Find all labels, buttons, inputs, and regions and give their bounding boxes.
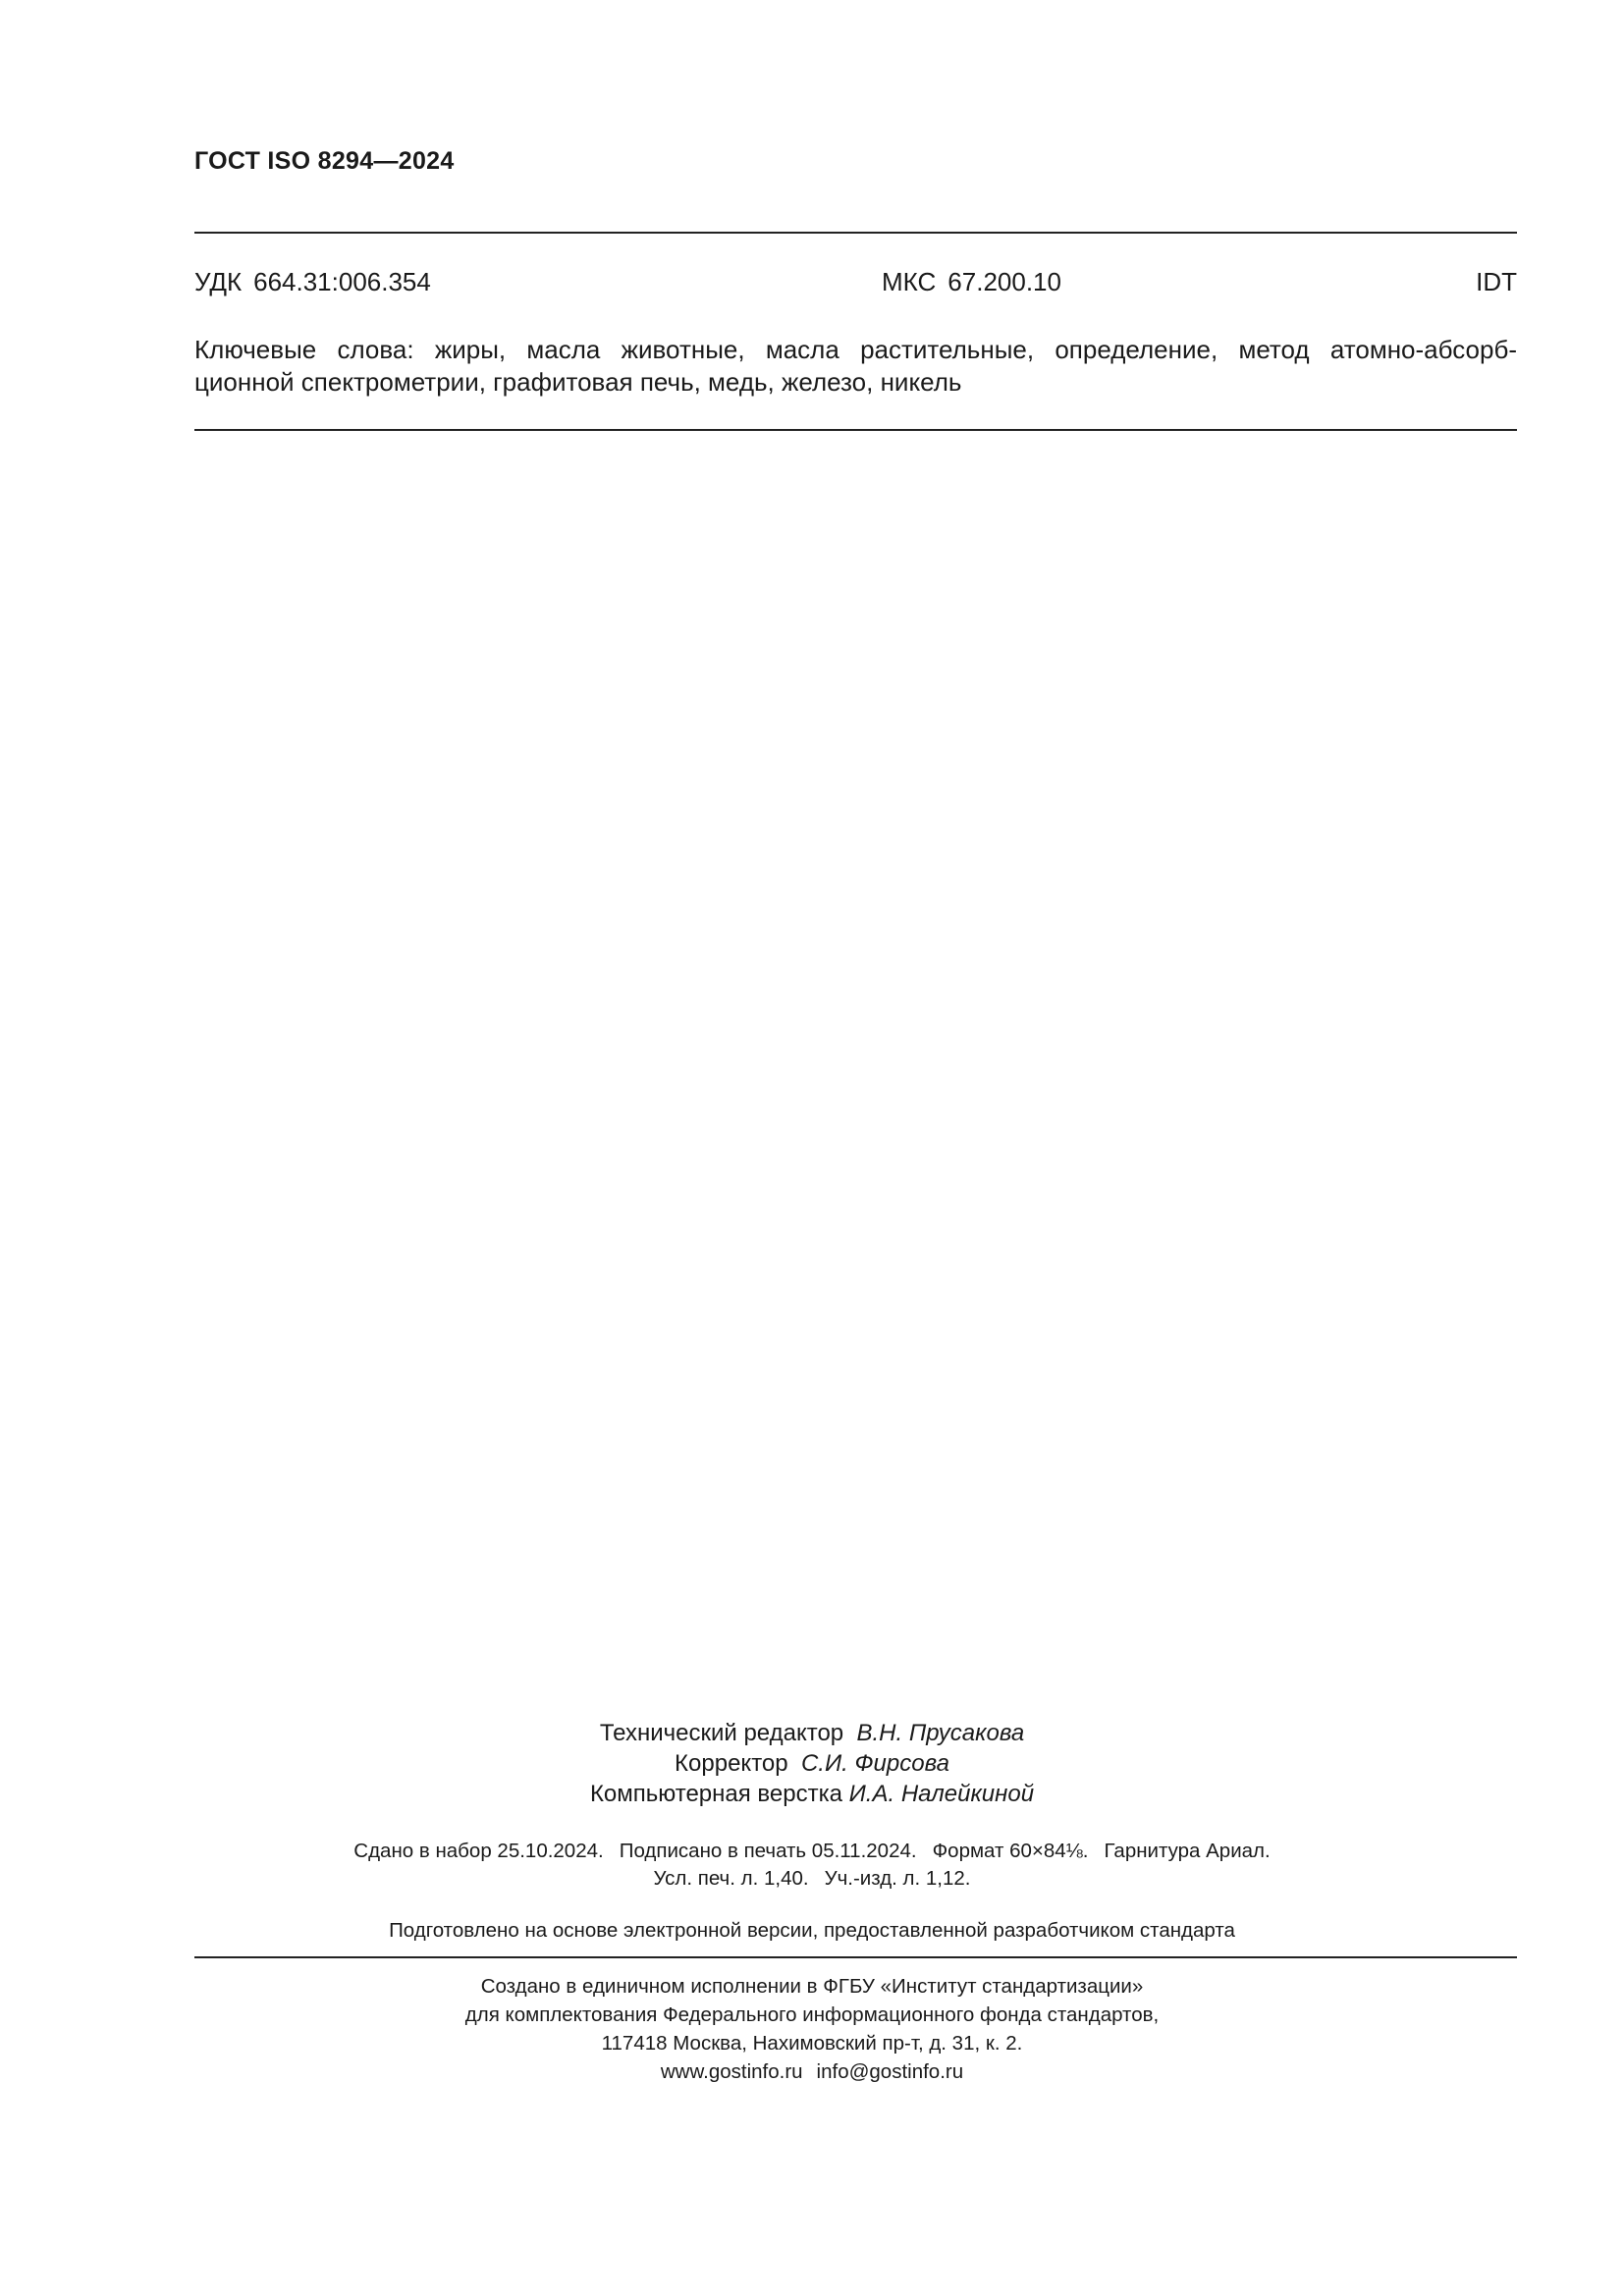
publisher-divider <box>194 1956 1517 1958</box>
signed-date: Подписано в печать 05.11.2024. <box>619 1840 917 1862</box>
udk-value: 664.31:006.354 <box>253 267 431 296</box>
mks-label: МКС <box>882 267 937 296</box>
idt-mark: IDT <box>1476 267 1517 296</box>
tech-editor-name: В.Н. Прусакова <box>856 1720 1025 1746</box>
mks-code <box>882 267 1061 297</box>
layout-line <box>0 1779 1624 1809</box>
credits-block <box>0 1718 1624 1809</box>
publisher-block <box>0 1972 1624 2086</box>
publisher-address: 117418 Москва, Нахимовский пр-т, д. 31, к. 2. <box>601 2032 1023 2055</box>
print-sheets: Усл. печ. л. 1,40. <box>653 1867 809 1890</box>
typeface: Гарнитура Ариал. <box>1104 1840 1271 1862</box>
keywords-line-2: ционной спектрометрии, графитовая печь, медь, железо, никель <box>194 367 962 397</box>
tech-editor-line <box>0 1718 1624 1748</box>
keywords-line-1: Ключевые слова: жиры, масла животные, масла растительные, определение, метод атомно-абсорб- <box>194 335 1517 364</box>
print-info-block <box>0 1838 1624 1893</box>
publisher-contacts <box>0 2057 1624 2086</box>
udk-code <box>194 267 431 297</box>
layout-name: И.А. Налейкиной <box>848 1781 1035 1807</box>
print-info-line-2 <box>0 1865 1624 1893</box>
keywords-divider <box>194 429 1517 431</box>
standard-title: ГОСТ ISO 8294—2024 <box>194 147 455 175</box>
publisher-line-1: Создано в единичном исполнении в ФГБУ «Институт стандартизации» <box>480 1975 1144 1998</box>
corrector-line <box>0 1748 1624 1779</box>
publisher-line-2: для комплектования Федерального информационного фонда стандартов, <box>464 2003 1160 2026</box>
email-link[interactable]: info@gostinfo.ru <box>816 2060 964 2083</box>
udk-label: УДК <box>194 267 243 296</box>
submitted-date: Сдано в набор 25.10.2024. <box>353 1840 604 1862</box>
tech-editor-label: Технический редактор <box>599 1720 844 1746</box>
paper-format: Формат 60×84⅛. <box>932 1840 1089 1862</box>
top-divider <box>194 232 1517 234</box>
prepared-note: Подготовлено на основе электронной версии, предоставленной разработчиком стандарта <box>389 1919 1235 1942</box>
classification-row <box>194 267 1517 300</box>
website-link[interactable]: www.gostinfo.ru <box>660 2060 803 2083</box>
keywords-block <box>194 334 1517 399</box>
corrector-label: Корректор <box>675 1750 788 1777</box>
pub-sheets: Уч.-изд. л. 1,12. <box>824 1867 971 1890</box>
layout-label: Компьютерная верстка <box>589 1781 842 1807</box>
mks-value: 67.200.10 <box>947 267 1061 296</box>
corrector-name: С.И. Фирсова <box>800 1750 949 1777</box>
print-info-line-1 <box>0 1838 1624 1865</box>
